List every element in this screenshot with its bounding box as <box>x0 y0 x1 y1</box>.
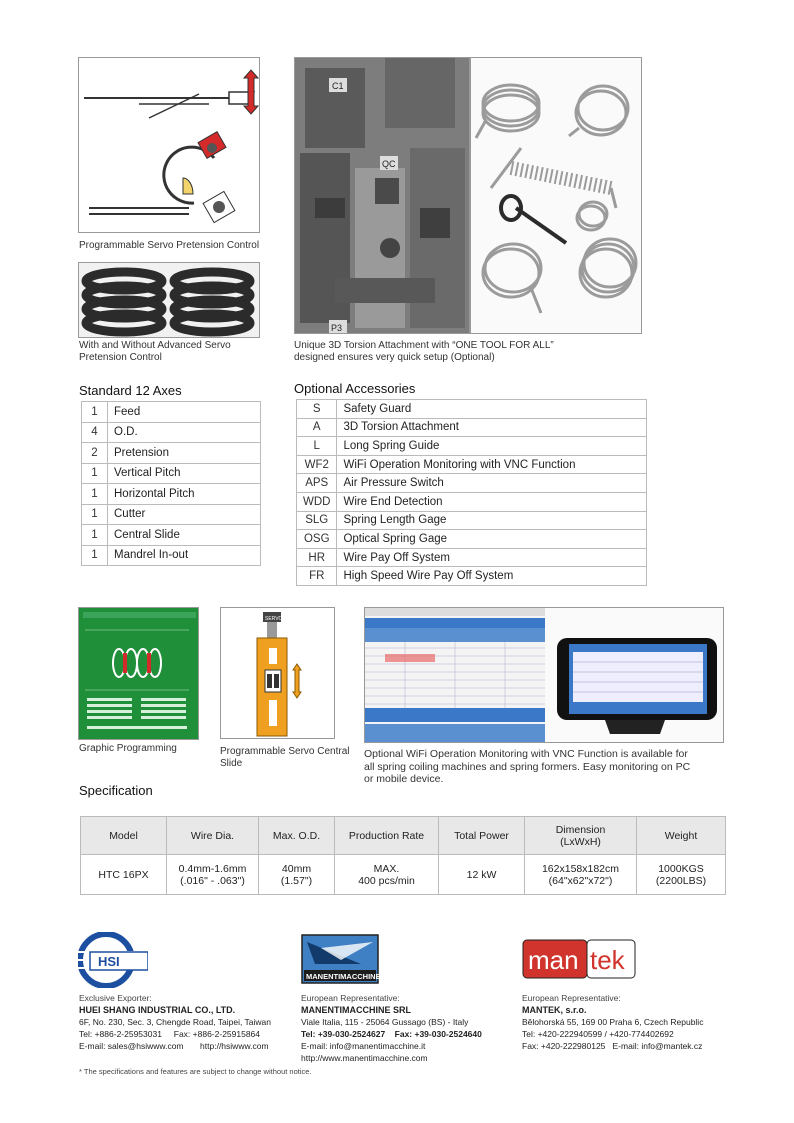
hsi-email-link[interactable]: E-mail: sales@hsiwww.com <box>79 1041 184 1051</box>
axes-row <box>82 484 261 505</box>
photo-label-p3: P3 <box>331 323 343 333</box>
torsion-machine-photo <box>294 57 470 334</box>
accessory-code: WF2 <box>297 455 337 474</box>
accessory-code: APS <box>297 474 337 493</box>
accessory-name: Safety Guard <box>337 400 647 419</box>
accessory-name: 3D Torsion Attachment <box>337 418 647 437</box>
servo-label: SERVO <box>265 616 283 622</box>
accessory-code: S <box>297 400 337 419</box>
axis-count: 1 <box>82 525 108 546</box>
torsion-springs-photo <box>470 57 642 334</box>
spec-header-wire: Wire Dia. <box>167 817 259 855</box>
axis-count: 4 <box>82 422 108 443</box>
accessory-name: Wire End Detection <box>337 492 647 511</box>
axis-name: Vertical Pitch <box>108 463 261 484</box>
caption-with-without: With and Without Advanced Servo Pretension Control <box>79 340 231 363</box>
accessory-name: High Speed Wire Pay Off System <box>337 567 647 586</box>
accessory-name: Air Pressure Switch <box>337 474 647 493</box>
accessories-table <box>296 399 647 586</box>
spec-header-od: Max. O.D. <box>259 817 335 855</box>
accessories-title: Optional Accessories <box>294 381 416 396</box>
manenti-email-link[interactable]: E-mail: info@manentimacchine.it <box>301 1041 426 1051</box>
accessory-row <box>297 400 647 419</box>
accessory-code: A <box>297 418 337 437</box>
axis-count: 1 <box>82 504 108 525</box>
axis-name: Cutter <box>108 504 261 525</box>
spec-header-power: Total Power <box>439 817 525 855</box>
axes-row <box>82 545 261 566</box>
spec-dimension: 162x158x182cm (64"x62"x72") <box>525 855 637 895</box>
spec-header-dimension: Dimension (LxWxH) <box>525 817 637 855</box>
axes-title: Standard 12 Axes <box>79 383 182 398</box>
axis-name: Mandrel In-out <box>108 545 261 566</box>
caption-pretension: Programmable Servo Pretension Control <box>79 240 260 251</box>
hsi-web-link[interactable]: http://hsiwww.com <box>200 1041 269 1051</box>
axes-row <box>82 525 261 546</box>
wifi-monitoring-image <box>364 607 724 743</box>
axis-count: 1 <box>82 545 108 566</box>
caption-central-slide: Programmable Servo Central Slide <box>220 746 350 769</box>
axes-row <box>82 402 261 423</box>
axis-count: 1 <box>82 402 108 423</box>
spec-table <box>80 816 726 895</box>
spec-power: 12 kW <box>439 855 525 895</box>
axes-row <box>82 443 261 464</box>
axes-table <box>81 401 261 566</box>
axes-row <box>82 463 261 484</box>
caption-graphic: Graphic Programming <box>79 743 177 754</box>
graphic-programming-screen <box>78 607 199 740</box>
mantek-logo-text-b: tek <box>590 945 625 975</box>
axis-name: Horizontal Pitch <box>108 484 261 505</box>
axes-row <box>82 422 261 443</box>
caption-torsion: Unique 3D Torsion Attachment with “ONE TOOL FOR ALL” designed ensures very quick setup (Optional) <box>294 340 554 363</box>
spec-weight: 1000KGS (2200LBS) <box>637 855 726 895</box>
accessory-row <box>297 492 647 511</box>
caption-wifi: Optional WiFi Operation Monitoring with VNC Function is available for all spring coiling machines and spring formers. Easy monitoring on PC or mobile device. <box>364 748 691 785</box>
mantek-logo <box>522 939 636 979</box>
hsi-logo-text: HSI <box>98 954 120 969</box>
spec-header-weight: Weight <box>637 817 726 855</box>
axis-name: Pretension <box>108 443 261 464</box>
contact-hsi: Exclusive Exporter: HUEI SHANG INDUSTRIAL CO., LTD. 6F, No. 230, Sec. 3, Chengde Road, Taipei, Taiwan Tel: +886-2-25953031 Fax: +886-2-25915864 E-mail: sales@hsiwww.com http://hsiwww.com <box>79 993 272 1051</box>
axis-count: 1 <box>82 484 108 505</box>
axes-row <box>82 504 261 525</box>
accessory-row <box>297 530 647 549</box>
accessory-row <box>297 418 647 437</box>
spec-od: 40mm (1.57") <box>259 855 335 895</box>
accessory-code: SLG <box>297 511 337 530</box>
axis-count: 2 <box>82 443 108 464</box>
accessory-row <box>297 437 647 456</box>
accessory-row <box>297 567 647 586</box>
mantek-email-link[interactable]: E-mail: info@mantek.cz <box>612 1041 703 1051</box>
spec-row <box>81 855 726 895</box>
accessory-name: Optical Spring Gage <box>337 530 647 549</box>
accessory-row <box>297 474 647 493</box>
accessory-row <box>297 511 647 530</box>
contact-manenti: European Representative: MANENTIMACCHINE SRL Viale Italia, 115 - 25064 Gussago (BS) - Italy Tel: +39-030-2524627 Fax: +39-030-2524640 E-mail: info@manentimacchine.it http://www.manentimacchine.com <box>301 992 516 1064</box>
accessory-code: HR <box>297 548 337 567</box>
axis-name: Central Slide <box>108 525 261 546</box>
spec-model: HTC 16PX <box>81 855 167 895</box>
accessory-row <box>297 455 647 474</box>
manenti-web-link[interactable]: http://www.manentimacchine.com <box>301 1053 428 1063</box>
axis-name: O.D. <box>108 422 261 443</box>
accessory-name: Long Spring Guide <box>337 437 647 456</box>
pretension-diagram <box>78 57 260 233</box>
accessory-row <box>297 548 647 567</box>
accessory-code: OSG <box>297 530 337 549</box>
mantek-logo-text-a: man <box>528 945 579 975</box>
hsi-logo <box>78 932 148 988</box>
spring-comparison-photo <box>78 262 260 338</box>
accessory-name: Wire Pay Off System <box>337 548 647 567</box>
central-slide-diagram <box>220 607 335 739</box>
photo-label-c1: C1 <box>332 81 344 91</box>
photo-label-qc: QC <box>382 159 396 169</box>
footnote: * The specifications and features are subject to change without notice. <box>79 1067 312 1076</box>
accessory-code: FR <box>297 567 337 586</box>
spec-rate: MAX. 400 pcs/min <box>335 855 439 895</box>
axis-name: Feed <box>108 402 261 423</box>
spec-header-model: Model <box>81 817 167 855</box>
manenti-logo <box>301 934 379 984</box>
accessory-name: Spring Length Gage <box>337 511 647 530</box>
spec-header-rate: Production Rate <box>335 817 439 855</box>
axis-count: 1 <box>82 463 108 484</box>
accessory-code: WDD <box>297 492 337 511</box>
contact-mantek: European Representative: MANTEK, s.r.o. Bělohorská 55, 169 00 Praha 6, Czech Republic Tel: +420-222940599 / +420-774402692 Fax: +420-222980125 E-mail: info@mantek.cz <box>522 993 704 1051</box>
accessory-code: L <box>297 437 337 456</box>
spec-wire: 0.4mm-1.6mm (.016" - .063") <box>167 855 259 895</box>
spec-title: Specification <box>79 783 153 798</box>
manenti-logo-text: MANENTIMACCHINE <box>306 972 379 981</box>
accessory-name: WiFi Operation Monitoring with VNC Function <box>337 455 647 474</box>
